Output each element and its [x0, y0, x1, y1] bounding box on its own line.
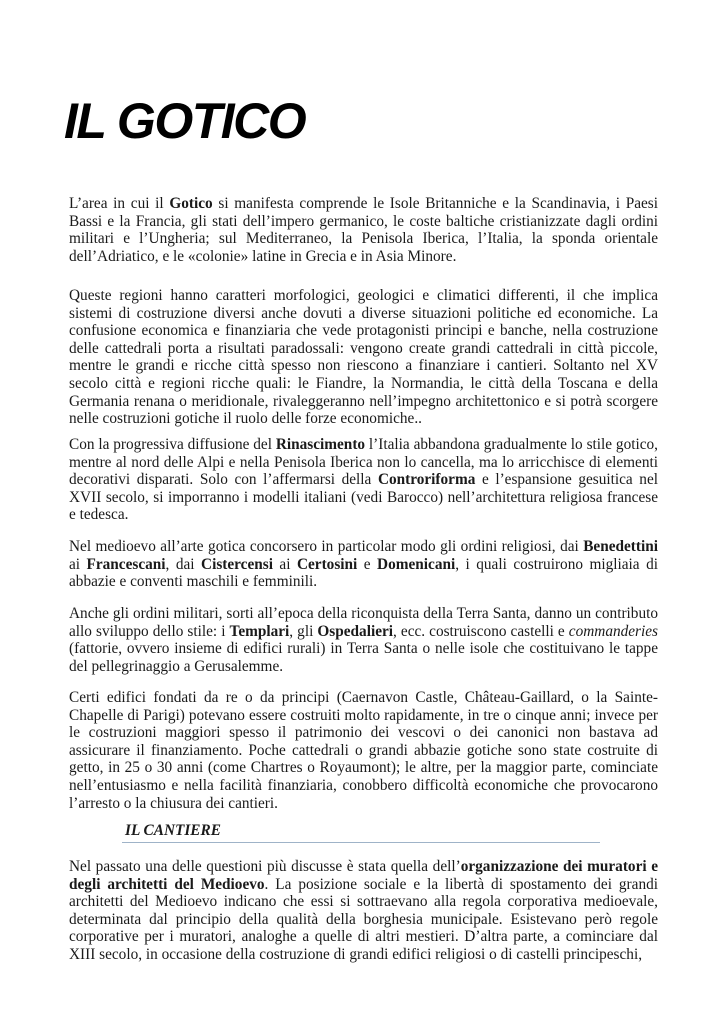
bold-term-organizzazione: organizzazione dei muratori e degli architetti del Medioevo	[69, 858, 658, 893]
text-run: Nel medioevo all’arte gotica concorsero in particolar modo gli ordini religiosi, dai	[69, 538, 584, 555]
text-run: Nel passato una delle questioni più discusse è stata quella dell’	[69, 858, 461, 875]
paragraph-regioni	[69, 287, 658, 428]
text-run: Certi edifici fondati da re o da principi (Caernavon Castle, Château-Gaillard, o la Sainte-Chapelle di Parigi) potevano essere costruiti molto rapidamente, in tre o cinque anni; invece per le costruzioni maggiori spesso il patrimonio dei vescovi o dei canonici non bastava ad assicurare il finanziamento. Poche cattedrali o grandi abbazie gotiche sono state costruite di getto, in 25 o 30 anni (come Chartres o Royaumont); le altre, per la maggior parte, cominciate nell’entusiasmo e nella facilità finanziaria, conobbero difficoltà economiche che provocarono l’arresto o la chiusura dei cantieri.	[69, 689, 658, 812]
bold-term-gotico: Gotico	[169, 195, 213, 212]
text-run: , gli	[289, 622, 318, 640]
text-run: l’Italia abbandona gradualmente lo stile gotico, mentre al nord delle Alpi e nella Penisola Iberica non lo cancella, ma lo arricchisce di elementi decorativi disparati. Solo con l’affermarsi della	[69, 436, 658, 489]
page-title: IL GOTICO	[64, 93, 306, 149]
bold-term-templari: Templari	[229, 622, 290, 640]
bold-term-rinascimento: Rinascimento	[275, 436, 366, 453]
text-run: (fattorie, ovvero insieme di edifici rurali) in Terra Santa o nelle isole che costituivano le tappe del pellegrinaggio a Gerusalemme.	[69, 640, 658, 675]
paragraph-organizzazione	[69, 858, 658, 964]
bold-term-benedettini: Benedettini	[583, 538, 658, 555]
text-run: Anche gli ordini militari, sorti all’epoca della riconquista della Terra Santa, danno un contributo allo sviluppo dello stile: i	[69, 605, 658, 640]
bold-term-domenicani: Domenicani	[377, 555, 456, 573]
bold-term-controriforma: Controriforma	[377, 471, 476, 489]
text-run: , dai	[165, 555, 202, 573]
bold-term-certosini: Certosini	[296, 555, 358, 573]
text-run: si manifesta comprende le Isole Britanniche e la Scandinavia, i Paesi Bassi e la Francia, gli stati dell’impero germanico, le coste baltiche cristianizzate dagli ordini militari e l’Ungheria; sul Mediterraneo, la Penisola Iberica, l’Italia, la sponda orientale dell’Adriatico, e le «colonie» latine in Grecia e in Asia Minore.	[69, 195, 658, 265]
text-run: . La posizione sociale e la libertà di spostamento dei grandi architetti del Medioevo indicano che essi si sottraevano alla regola corporativa medioevale, determinata dal principio della qualità della borghesia municipale. Esistevano però regole corporative per i muratori, analoghe a quelle di altri mestieri. D’altra parte, a cominciare dal XIII secolo, in occasione della costruzione di grandi edifici religiosi o di castelli principeschi,	[69, 875, 658, 963]
bold-term-francescani: Francescani	[86, 555, 166, 573]
bold-term-cistercensi: Cistercensi	[201, 555, 273, 573]
text-run: e	[357, 555, 378, 573]
text-run: Con la progressiva diffusione del	[69, 436, 276, 453]
text-run: , i quali costruirono migliaia di abbazie e conventi maschili e femminili.	[69, 555, 658, 591]
text-run: L’area in cui il	[69, 195, 170, 212]
text-run: ai	[69, 555, 87, 573]
text-run: Queste regioni hanno caratteri morfologici, geologici e climatici differenti, il che implica sistemi di costruzione diversi anche dovuti a diverse situazioni politiche ed economiche. La confusione economica e finanziaria che vede protagonisti principi e banche, nella costruzione delle cattedrali porta a risultati paradossali: vengono create grandi cattedrali in città piccole, mentre le grandi e ricche città spesso non riescono a finanziare i cantieri. Soltanto nel XV secolo città e regioni ricche quali: le Fiandre, la Normandia, le città della Toscana e della Germania renana o meridionale, rivaleggeranno nell’impegno architettonico e si potrà scorgere nelle costruzioni gotiche il ruolo delle forze economiche..	[69, 287, 658, 428]
section-divider	[122, 842, 600, 843]
text-run: ai	[272, 555, 297, 573]
paragraph-ordini-religiosi	[69, 538, 658, 591]
paragraph-ordini-militari	[69, 605, 658, 675]
paragraph-edifici	[69, 689, 658, 812]
text-run: , ecc. costruiscono castelli e	[393, 622, 569, 640]
bold-term-ospedalieri: Ospedalieri	[317, 622, 394, 640]
paragraph-area-gotico	[69, 195, 658, 265]
italic-term-commanderies: commanderies	[568, 622, 658, 640]
paragraph-rinascimento	[69, 436, 658, 524]
section-heading-il-cantiere: IL CANTIERE	[125, 822, 221, 839]
text-run: e l’espansione gesuitica nel XVII secolo, si imporranno i modelli italiani (vedi Barocco) nell’architettura religiosa francese e tedesca.	[69, 471, 658, 524]
